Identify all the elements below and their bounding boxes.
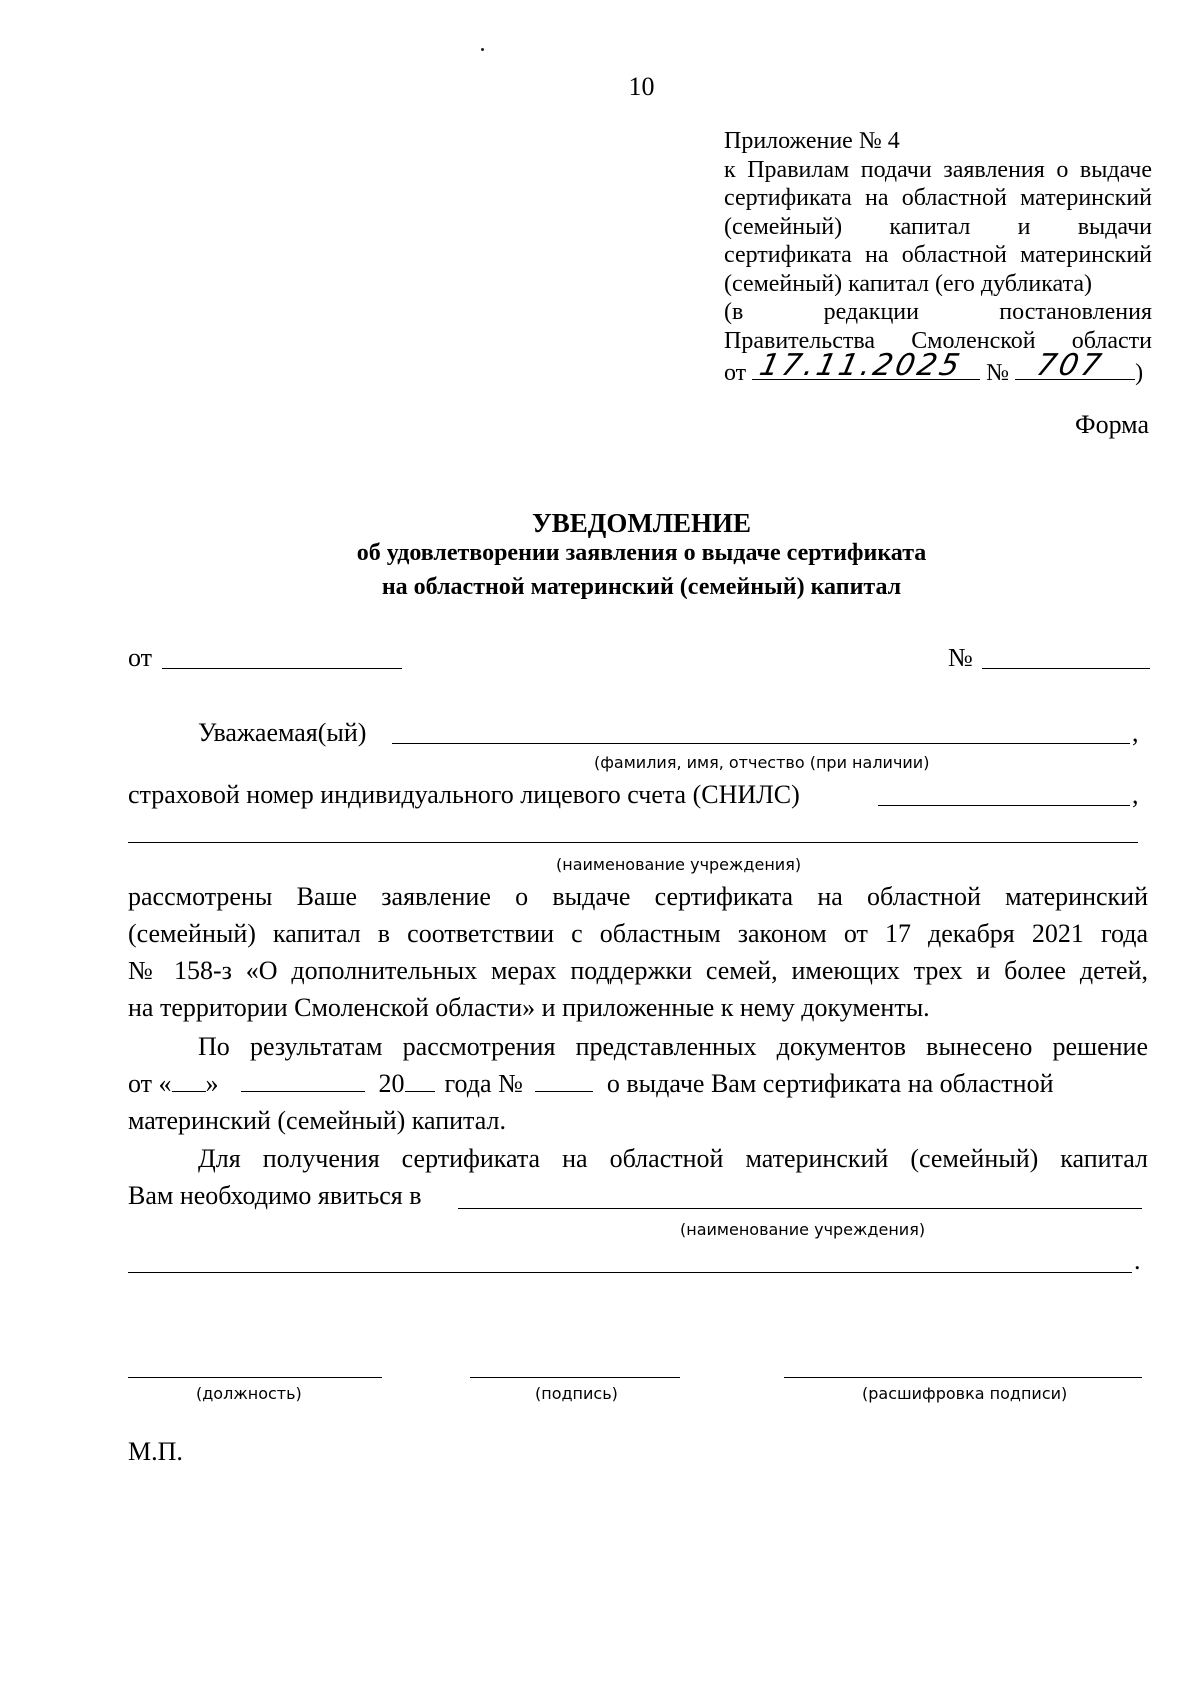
institution-caption: (наименование учреждения)	[556, 855, 802, 874]
scan-dot	[481, 48, 484, 51]
decision-text: материнский (семейный) капитал.	[128, 1106, 506, 1135]
greeting-label: Уважаемая(ый)	[198, 718, 367, 747]
number-label: №	[948, 643, 973, 672]
appendix-close-paren: )	[1135, 360, 1144, 386]
body-paragraph	[128, 878, 1148, 1026]
month-field	[241, 1065, 365, 1092]
appendix-from-label: от	[724, 360, 747, 386]
body-text: (семейный) капитал в соответствии с областным законом от 17 декабря 2021 года	[128, 919, 1148, 948]
body-line	[128, 989, 1148, 1026]
appendix-date-line	[724, 348, 1152, 386]
decision-line	[128, 1102, 1148, 1139]
year-field	[405, 1065, 435, 1092]
appendix-line: (в редакции постановления	[724, 299, 1152, 325]
decision-from: от «	[128, 1069, 172, 1098]
decoding-caption: (расшифровка подписи)	[862, 1384, 1068, 1403]
appendix-line: Правительства Смоленской области	[724, 327, 1152, 354]
handwritten-number: 707	[1033, 348, 1108, 383]
appendix-line: (семейный) капитал и выдачи	[724, 213, 1152, 240]
document-subtitle: об удовлетворении заявления о выдаче сертификата	[356, 540, 927, 566]
appendix-line: сертификата на областной материнский	[724, 185, 1152, 211]
appendix-block	[724, 127, 1152, 384]
decision-tail: о выдаче Вам сертификата на областной	[606, 1069, 1054, 1098]
appendix-number-field	[1015, 348, 1135, 383]
institution-field	[128, 842, 1138, 843]
body-line	[128, 878, 1148, 915]
from-date-field	[162, 668, 402, 669]
document-title: УВЕДОМЛЕНИЕ	[531, 508, 752, 538]
appendix-line: Приложение № 4	[724, 128, 900, 154]
visit-institution-caption: (наименование учреждения)	[680, 1220, 926, 1239]
appendix-line: (семейный) капитал (его дубликата)	[724, 270, 1092, 297]
body-text: № 158-з «О дополнительных мерах поддержки семей, имеющих трех и более детей,	[128, 956, 1148, 985]
visit-institution-field	[458, 1208, 1142, 1209]
appendix-line: к Правилам подачи заявления о выдаче	[724, 156, 1152, 183]
stamp-place: М.П.	[128, 1437, 183, 1466]
form-label: Форма	[1075, 410, 1149, 439]
number-field	[982, 668, 1150, 669]
handwritten-date: 17.11.2025	[756, 348, 966, 383]
year-prefix: 20	[378, 1069, 405, 1098]
body-text: рассмотрены Ваше заявление о выдаче сертификата на областной материнский	[128, 882, 1148, 911]
fio-field	[392, 743, 1130, 744]
decision-quote-close: »	[205, 1069, 219, 1098]
appendix-line: сертификата на областной материнский	[724, 242, 1152, 268]
signature-caption: (подпись)	[535, 1384, 618, 1403]
snils-label: страховой номер индивидуального лицевого счета (СНИЛС)	[128, 780, 800, 809]
from-label: от	[128, 643, 153, 672]
year-suffix: года №	[444, 1069, 523, 1098]
fio-caption: (фамилия, имя, отчество (при наличии)	[594, 753, 930, 772]
body-line	[128, 952, 1148, 989]
snils-field	[878, 805, 1130, 806]
visit-text: Вам необходимо явиться в	[128, 1181, 422, 1210]
decision-text: По результатам рассмотрения представленных документов вынесено решение	[198, 1032, 1148, 1061]
decision-line	[128, 1028, 1148, 1065]
greeting-comma: ,	[1132, 718, 1139, 747]
body-text: на территории Смоленской области» и приложенные к нему документы.	[128, 993, 930, 1022]
visit-paragraph	[128, 1140, 1148, 1214]
visit-end-dot: .	[1134, 1246, 1141, 1275]
snils-comma: ,	[1132, 780, 1139, 809]
visit-line	[128, 1140, 1148, 1177]
signature-field	[470, 1377, 680, 1378]
page-number: 10	[628, 72, 655, 101]
decision-paragraph	[128, 1028, 1148, 1139]
decision-line	[128, 1065, 1148, 1102]
position-field	[128, 1377, 382, 1378]
position-caption: (должность)	[196, 1384, 302, 1403]
decision-number-field	[535, 1065, 593, 1092]
body-line	[128, 915, 1148, 952]
document-subtitle: на областной материнский (семейный) капитал	[381, 574, 902, 600]
visit-text: Для получения сертификата на областной материнский (семейный) капитал	[198, 1144, 1148, 1173]
visit-institution-field-2	[128, 1272, 1132, 1273]
appendix-date-field	[752, 348, 980, 383]
appendix-number-sign: №	[986, 360, 1010, 386]
decoding-field	[784, 1377, 1142, 1378]
day-field	[172, 1065, 206, 1092]
